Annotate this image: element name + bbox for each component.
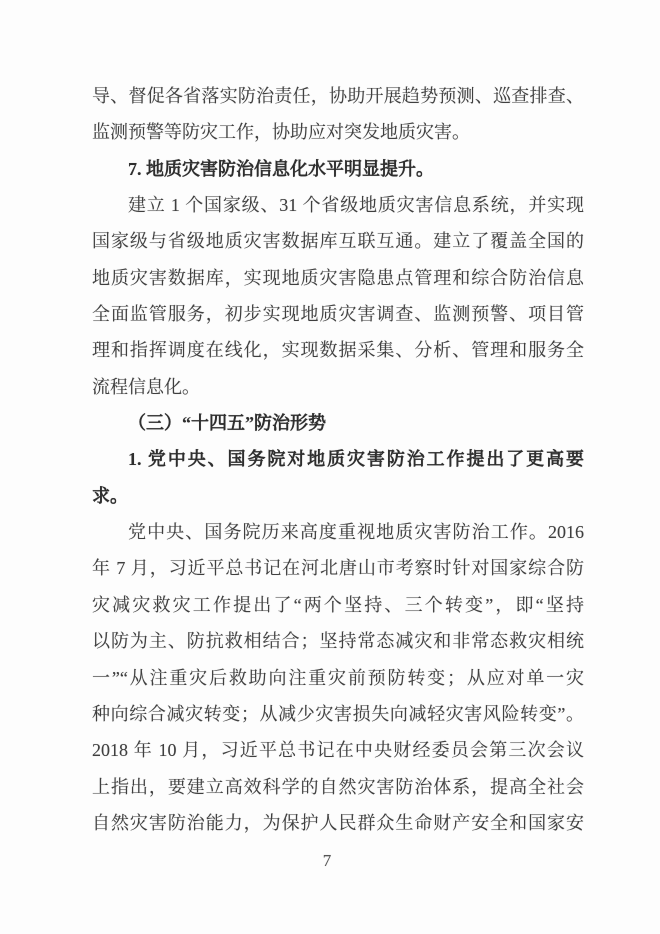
text-line: 地质灾害数据库，实现地质灾害隐患点管理和综合防治信息: [92, 267, 584, 288]
text-line: 2018 年 10 月，习近平总书记在中央财经委员会第三次会议: [92, 740, 584, 761]
text-line: 灾减灾救灾工作提出了“两个坚持、三个转变”，即“坚持: [92, 594, 584, 615]
text-line: 一”“从注重灾后救助向注重灾前预防转变；从应对单一灾: [92, 667, 584, 688]
text-line: 导、督促各省落实防治责任，协助开展趋势预测、巡查排查、: [92, 86, 584, 106]
text-line: 种向综合减灾转变；从减少灾害损失向减轻灾害风险转变”。: [92, 703, 584, 724]
document-body: [92, 78, 584, 841]
heading-line: （三）“十四五”防治形势: [128, 413, 326, 434]
text-line: 上指出，要建立高效科学的自然灾害防治体系，提高全社会: [92, 776, 584, 797]
heading-line: 求。: [92, 485, 128, 506]
text-line: 自然灾害防治能力，为保护人民群众生命财产安全和国家安: [92, 812, 584, 833]
text-line: 以防为主、防抗救相结合；坚持常态减灾和非常态救灾相统: [92, 631, 584, 652]
heading-line: 7. 地质灾害防治信息化水平明显提升。: [128, 158, 434, 179]
text-line: 国家级与省级地质灾害数据库互联互通。建立了覆盖全国的: [92, 231, 584, 252]
text-line: 全面监管服务，初步实现地质灾害调查、监测预警、项目管: [92, 304, 584, 325]
text-line: 建立 1 个国家级、31 个省级地质灾害信息系统，并实现: [128, 195, 584, 216]
heading-line: 1. 党中央、国务院对地质灾害防治工作提出了更高要: [128, 449, 584, 470]
page-number: 7: [322, 851, 332, 870]
text-line: 流程信息化。: [92, 376, 200, 397]
text-line: 年 7 月，习近平总书记在河北唐山市考察时针对国家综合防: [92, 558, 584, 579]
text-line: 理和指挥调度在线化，实现数据采集、分析、管理和服务全: [92, 340, 584, 361]
text-line: 党中央、国务院历来高度重视地质灾害防治工作。2016: [128, 522, 584, 543]
text-line: 监测预警等防灾工作，协助应对突发地质灾害。: [92, 122, 470, 143]
